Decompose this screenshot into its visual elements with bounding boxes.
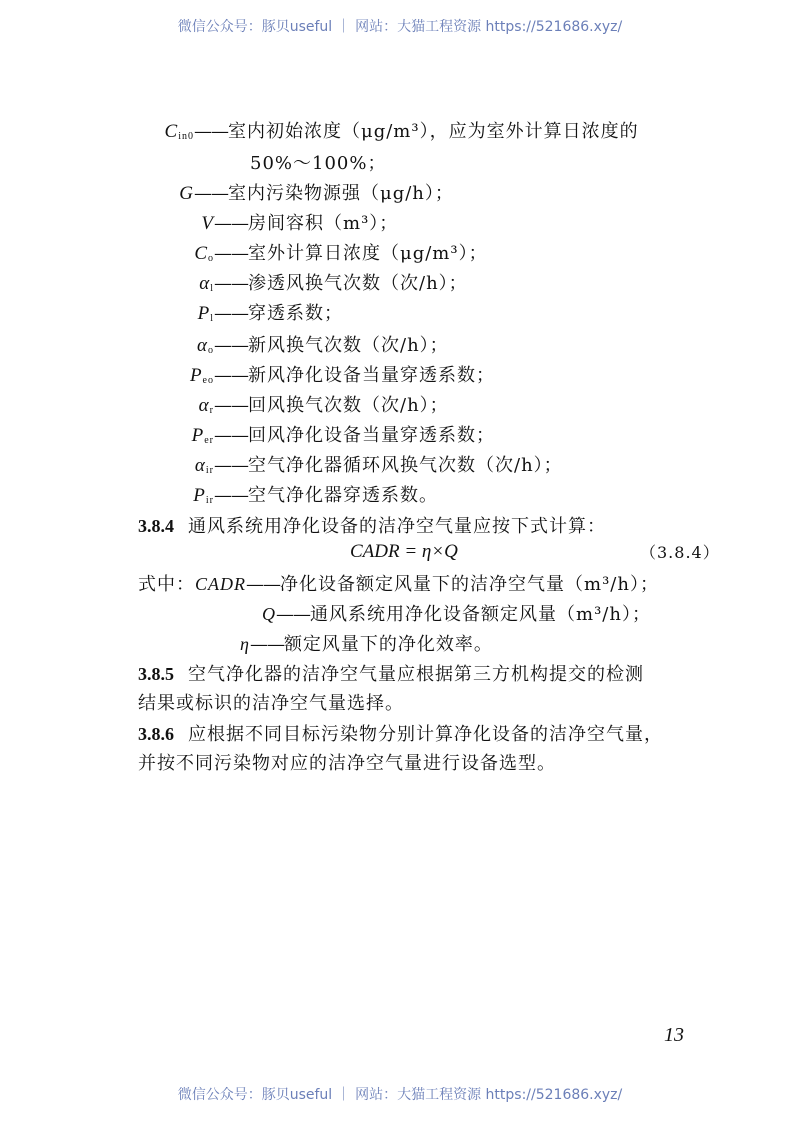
formula-3-8-4 xyxy=(350,540,720,563)
where-eta: η——额定风量下的净化效率。 xyxy=(240,634,493,655)
section-number: 3.8.4 xyxy=(138,516,174,536)
section-3-8-6: 3.8.6 应根据不同目标污染物分别计算净化设备的洁净空气量， xyxy=(138,724,663,745)
definition-p-l: $P_l——$穿透系数； xyxy=(197,303,343,324)
definition-p-eo: $P_{eo}——$新风净化设备当量穿透系数； xyxy=(189,365,495,386)
where-cadr: 式中：CADR——净化设备额定风量下的洁净空气量（m³/h）； xyxy=(138,574,659,595)
section-number: 3.8.6 xyxy=(138,724,174,744)
section-3-8-6-line2: 并按不同污染物对应的洁净空气量进行设备选型。 xyxy=(138,753,556,774)
page-number: 13 xyxy=(664,1024,684,1046)
definition-v: V——房间容积（m³）； xyxy=(201,213,399,234)
definition-c-in0: $C_{in0}——$室内初始浓度（μg/m³），应为室外计算日浓度的 xyxy=(164,121,639,142)
definition-p-ir: $P_{ir}——$空气净化器穿透系数。 xyxy=(193,485,438,506)
formula-number: （3.8.4） xyxy=(640,543,720,562)
section-3-8-5: 3.8.5 空气净化器的洁净空气量应根据第三方机构提交的检测 xyxy=(138,664,644,685)
definition-alpha-r: $\alpha_r——$回风换气次数（次/h）； xyxy=(198,395,449,416)
where-q: Q——通风系统用净化设备额定风量（m³/h）； xyxy=(262,604,651,625)
definition-alpha-ir: $\alpha_{ir}——$空气净化器循环风换气次数（次/h）； xyxy=(194,455,563,476)
definition-g: G——室内污染物源强（μg/h）； xyxy=(179,183,454,204)
definition-alpha-l: $\alpha_l——$渗透风换气次数（次/h）； xyxy=(199,273,468,294)
section-text: 通风系统用净化设备的洁净空气量应按下式计算： xyxy=(188,516,606,537)
definition-p-er: $P_{er}——$回风净化设备当量穿透系数； xyxy=(191,425,495,446)
watermark-bottom: 微信公众号：豚贝useful ｜ 网站：大猫工程资源 https://521686.xyz/ xyxy=(177,1087,623,1103)
definition-continuation: 50%～100%； xyxy=(250,153,387,174)
section-number: 3.8.5 xyxy=(138,664,174,684)
formula-expression: CADR = η×Q xyxy=(350,541,458,562)
watermark-top: 微信公众号：豚贝useful ｜ 网站：大猫工程资源 https://521686.xyz/ xyxy=(177,19,623,35)
definition-alpha-o: $\alpha_o——$新风换气次数（次/h）； xyxy=(197,335,449,356)
section-3-8-4 xyxy=(138,514,606,539)
definition-c-o: $C_o——$室外计算日浓度（μg/m³）； xyxy=(194,243,488,264)
section-3-8-5-line2: 结果或标识的洁净空气量选择。 xyxy=(138,693,404,714)
